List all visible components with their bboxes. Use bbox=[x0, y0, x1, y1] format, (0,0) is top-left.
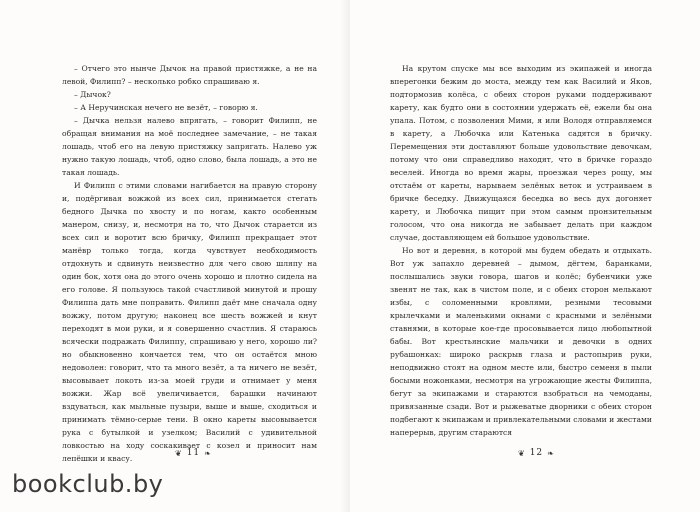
page-number-text: 11 bbox=[186, 448, 201, 458]
page-number-text: 12 bbox=[529, 448, 544, 458]
ornament-right-icon: ❧ bbox=[204, 448, 212, 458]
right-page bbox=[350, 0, 700, 512]
ornament-left-icon: ❦ bbox=[518, 448, 526, 458]
paragraph: И Филипп с этими словами нагибается на правую сторону и, подёргивая вожжой из всех сил, принимается стегать бедного Дычка по хвосту и по ногам, както особенным манером, снизу, и, несмотря на то, что Дычок старается из всех сил и воротит всю бричку, Филипп прекращает этот манёвр только тогда, когда чувствует необходимость отдохнуть и сдвинуть неизвестно для чего свою шляпу на один бок, хотя она до этого очень хорошо и плотно сидела на его голове. Я пользуюсь такой счастливой минутой и прошу Филиппа дать мне поправить. Филипп даёт мне сначала одну вожжу, потом другую; наконец все шесть вожжей и кнут переходят в мои руки, и я совершенно счастлив. Я стараюсь всячески подражать Филиппу, спрашиваю у него, хорошо ли? но обыкновенно кончается тем, что он остаётся мною недоволен: говорит, что та много везёт, а та ничего не везёт, высовывает локоть из-за моей груди и отнимает у меня вожжи. Жар всё увеличивается, барашки начинают вздуваться, как мыльные пузыри, выше и выше, сходиться и принимать тёмно-серые тени. В окно кареты высовывается рука с бутылкой и узелком; Василий с удивительной ловкостью на ходу соскакивает с козел и приносит нам лепёшки и квасу. bbox=[62, 181, 317, 463]
paragraph: – Дычка нельзя налево впрягать, – говорит Филипп, не обращая внимания на моё последнее замечание, – не такая лошадь, чтоб его на левую пристяжку запрягать. Налево уж нужно такую лошадь, чтоб, одно слово, была лошадь, а это не такая лошадь. bbox=[62, 116, 317, 177]
paragraph: – Отчего это нынче Дычок на правой пристяжке, а не на левой, Филипп? – несколько робко спрашиваю я. bbox=[62, 64, 317, 86]
paragraph: – А Неручинская нечего не везёт, – говорю я. bbox=[74, 103, 258, 112]
page-number-right bbox=[518, 448, 555, 458]
watermark: bookclub.by bbox=[12, 470, 164, 498]
paragraph: – Дычок? bbox=[74, 90, 111, 99]
ornament-left-icon: ❦ bbox=[175, 448, 183, 458]
right-page-text bbox=[390, 62, 652, 439]
ornament-right-icon: ❧ bbox=[547, 448, 555, 458]
paragraph: Но вот и деревня, в которой мы будем обедать и отдыхать. Вот уж запахло деревней – дымом, дёгтем, баранками, послышались звуки говора, шагов и колёс; бубенчики уже звенят не так, как в чистом поле, и с обеих сторон мелькают избы, с соломенными кровлями, резными тесовыми крылечками и маленькими окнами с красными и зелёными ставнями, в которые кое-где просовывается лицо любопытной бабы. Вот крестьянские мальчики и девочки в одних рубашонках: широко раскрыв глаза и растопырив руки, неподвижно стоят на одном месте или, быстро семеня в пыли босыми ножонками, несмотря на угрожающие жесты Филиппа, бегут за экипажами и стараются взобраться на чемоданы, привязанные сзади. Вот и рыжеватые дворники с обеих сторон подбегают к экипажам и привлекательными словами и жестами наперерыв, другим стараются bbox=[390, 246, 652, 437]
left-page-text bbox=[62, 62, 317, 465]
page-number-left bbox=[175, 448, 212, 458]
paragraph: На крутом спуске мы все выходим из экипажей и иногда вперегонки бежим до моста, между тем как Василий и Яков, подтормозив колёса, с обеих сторон руками поддерживают карету, как будто они в состоянии удержать её, ежели бы она упала. Потом, с позволения Мими, я или Володя отправляемся в карету, а Любочка или Катенька садятся в бричку. Перемещения эти доставляют больше удовольствие девочкам, потому что они справедливо находят, что в бричке гораздо веселей. Иногда во время жары, проезжая через рощу, мы отстаём от кареты, нарываем зелёных веток и устраиваем в бричке беседку. Движущаяся беседка во весь дух догоняет карету, и Любочка пищит при этом самым пронзительным голосом, что она никогда не забывает делать при каждом случае, доставляющем ей большое удовольствие. bbox=[390, 64, 652, 242]
